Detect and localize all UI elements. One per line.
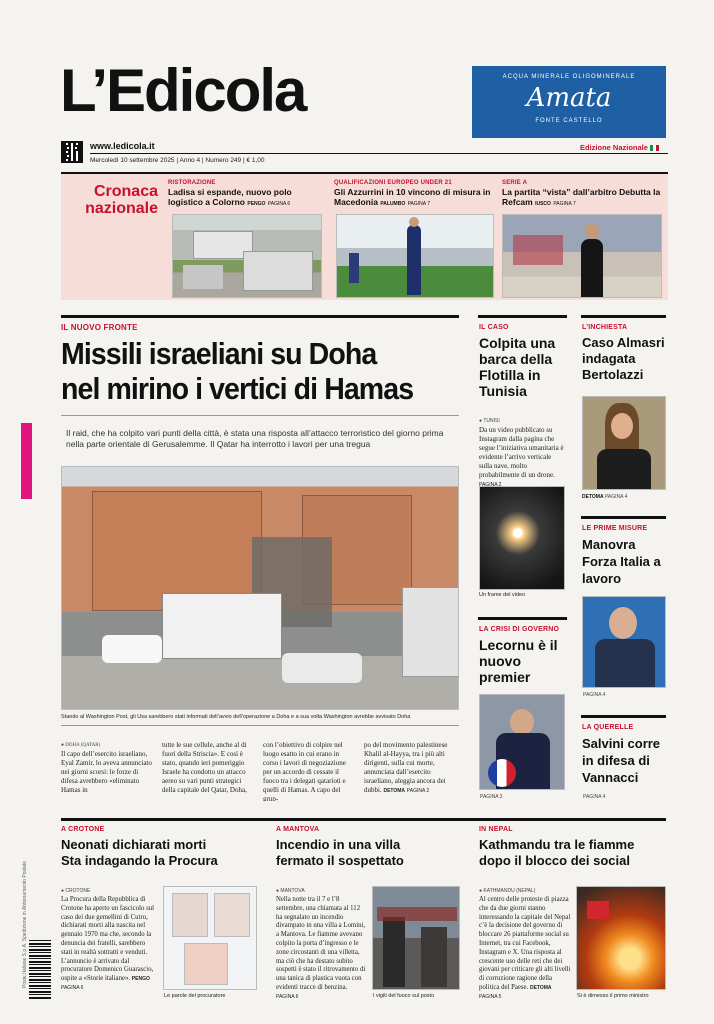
cronaca-item-1[interactable]	[168, 180, 326, 209]
cronaca-item-2[interactable]	[334, 180, 494, 209]
barcode	[29, 940, 51, 1000]
crisi-kicker: LA CRISI DI GOVERNO	[479, 626, 560, 633]
caso-location: ● TUNISI	[479, 418, 500, 424]
ad-brand: Amata	[526, 83, 612, 113]
crotone-caption: Le parole del procuratore	[164, 993, 226, 999]
mantova-title[interactable]	[276, 837, 466, 869]
italy-flag-icon	[650, 145, 659, 151]
lead-standfirst: Il raid, che ha colpito vari punti della città, è stata una risposta all’attacco terroristico del giorno prima nella parte orientale di Gerusalemme. Il Qatar ha interrotto i lavori per una tregua	[66, 428, 444, 449]
cronaca-item-3[interactable]	[502, 180, 662, 209]
masthead-rule	[90, 153, 668, 154]
inchiesta-title[interactable]: Caso Almasri indagata Bertolazzi	[582, 335, 665, 382]
nepal-title[interactable]	[479, 837, 669, 869]
lead-col-3: con l’obiettivo di colpire nel luogo esatto in cui erano in corso i lavori di negoziazione per un accordo di cessate il fuoco tra i delegati qatarioti e quelli di Hamas. A capo del grup-	[263, 741, 346, 801]
french-flag-icon	[488, 759, 516, 787]
nepal-body: Al centro delle proteste di piazza che da due giorni stanno interessando la capitale del Nepal c’è la decisione del governo di bloccare 26 piattaforme social su Internet, tra cui Facebook, Instagram e X. Una risposta al crescente uso delle reti che dei giovani per criticare gli alti livelli di corruzione ragione della politica del Paese. DETOMA PAGINA 5	[479, 896, 571, 1000]
querelle-title[interactable]: Salvini corre in difesa di Vannacci	[582, 736, 661, 785]
cronaca-title: Gli Azzurrini in 10 vincono di misura in Macedonia PALUMBO PAGINA 7	[334, 187, 491, 207]
crisi-page: PAGINA 3	[480, 794, 503, 800]
lead-photo-doha	[61, 466, 459, 710]
caso-photo-video-frame	[479, 486, 565, 590]
misure-kicker: LE PRIME MISURE	[582, 525, 648, 532]
location-pin-icon: ●	[61, 743, 65, 748]
caso-kicker: IL CASO	[479, 324, 509, 331]
mantova-kicker: A MANTOVA	[276, 826, 320, 833]
lead-col-1: ● DOHA (QATAR) Il capo dell’esercito israeliano, Eyal Zamir, lo aveva annunciato nei giorni scorsi: le forze di difesa avrebbero «eliminato Hamas in	[61, 743, 152, 794]
misure-photo-tajani	[582, 596, 666, 688]
lead-location: ● DOHA (QATAR)	[61, 743, 101, 748]
mantova-title-line2: fermato il sospettato	[276, 853, 404, 868]
cronaca-label	[80, 183, 158, 217]
cronaca-label-line2: nazionale	[85, 200, 158, 217]
masthead-title: L’Edicola	[60, 57, 306, 124]
cronaca-kicker: QUALIFICAZIONI EUROPEO UNDER 21	[334, 180, 452, 186]
cronaca-title: La partita “vista” dall’arbitro Debutta la Refcam IUSCO PAGINA 7	[502, 187, 661, 207]
caso-title[interactable]: Colpita una barca della Flotilla in Tunisia	[479, 335, 556, 399]
mantova-body: Nella notte tra il 7 e l’8 settembre, una chiamata al 112 ha segnalato un incendio divampato in una villa a Lomini, a Mantova. Le fiamme avevano colpito la porta d’ingresso e le zone circostanti di una villetta, ma ciò che ha destato subito sospetti è stato il ritrovamento di una tanica di plastica vuota con evidenti tracce di benzina. PAGINA 6	[276, 896, 366, 1000]
location-pin-icon: ●	[276, 888, 280, 894]
cronaca-label-line1: Cronaca	[93, 183, 158, 200]
location-pin-icon: ●	[61, 888, 65, 894]
edition-label	[580, 143, 659, 152]
lead-col-4: po del movimento palestinese Khalil al-Hayya, tra i più alti dirigenti, sulla cui morte, annunciata dall’esercito israeliano, aleggia ancora dei dubbi. DETOMA PAGINA 2	[364, 741, 448, 794]
crisi-title[interactable]: Lecornu è il nuovo premier	[479, 637, 558, 685]
mantova-photo-firefighters	[372, 886, 460, 990]
location-pin-icon: ●	[479, 888, 483, 894]
crotone-kicker: A CROTONE	[61, 826, 105, 833]
qr-code	[61, 141, 83, 163]
edition-text: Edizione Nazionale	[580, 143, 648, 152]
postal-note: Poste Italiane S.p.A. Spedizione in Abbonamento Postale	[22, 860, 28, 988]
lead-headline[interactable]	[61, 336, 466, 406]
lead-kicker: IL NUOVO FRONTE	[61, 323, 138, 332]
nepal-caption: Si è dimesso il primo ministro	[577, 993, 649, 999]
magenta-tab	[21, 423, 32, 499]
crotone-title-line1: Neonati dichiarati morti	[61, 837, 207, 852]
crotone-title[interactable]	[61, 837, 261, 869]
cronaca-kicker: RISTORAZIONE	[168, 180, 216, 186]
misure-page: PAGINA 4	[583, 692, 606, 698]
cronaca-photo-warehouse	[172, 214, 322, 298]
dateline: Mercoledì 10 settembre 2025 | Anno 4 | Numero 249 | € 1,00	[90, 157, 265, 164]
querelle-page: PAGINA 4	[583, 794, 606, 800]
nepal-photo-fire	[576, 886, 666, 990]
caso-caption: Un frame del video	[479, 592, 526, 598]
inchiesta-meta: DETOMA PAGINA 4	[582, 494, 628, 500]
lead-photo-caption: Stando al Washington Post, gli Usa sarebbero stati informati dell’avvio dell’operazione a Doha e a sua volta Washington avrebbe avvisato Doha	[61, 714, 411, 720]
lead-body	[61, 741, 459, 803]
ad-bottom-text: FONTE CASTELLO	[535, 118, 603, 124]
crotone-location: ● CROTONE	[61, 888, 91, 894]
crotone-body: La Procura della Repubblica di Crotone ha aperto un fascicolo sul caso dei due gemellini di Cutro, dichiarati morti alla nascita nel gennaio 1970 ma che, secondo la denuncia dei fratelli, sarebbero stati in realtà sottratti e venduti. L’annuncio è arrivato dal procuratore Domenico Guarascio, ospite a «Storie italiane». PENGO PAGINA 6	[61, 896, 155, 991]
cronaca-photo-football	[336, 214, 494, 298]
crisi-photo-lecornu	[479, 694, 565, 790]
cronaca-photo-referee	[502, 214, 662, 298]
mantova-caption: I vigili del fuoco sul posto	[373, 993, 435, 999]
inchiesta-photo-bertolazzi	[582, 396, 666, 490]
nepal-title-line1: Kathmandu tra le fiamme	[479, 837, 635, 852]
lead-headline-line1: Missili israeliani su Doha	[61, 336, 377, 371]
cronaca-title: Ladisa si espande, nuovo polo logistico a Colorno PENGO PAGINA 6	[168, 187, 292, 207]
cronaca-kicker: SERIE A	[502, 180, 528, 186]
lead-col-2: tutte le sue cellule, anche al di fuori della Striscia». E così è stato, quando ieri pomeriggio Israele ha condotto un attacco aereo su vari punti strategici della capitale del Qatar, Doha,	[162, 741, 247, 794]
nepal-title-line2: dopo il blocco dei social	[479, 853, 630, 868]
ad-top-text: ACQUA MINERALE OLIGOMINERALE	[502, 74, 636, 80]
ad-banner[interactable]	[472, 66, 666, 138]
crotone-title-line2: Sta indagando la Procura	[61, 853, 218, 868]
querelle-kicker: LA QUERELLE	[582, 724, 634, 731]
website-link[interactable]: www.ledicola.it	[90, 141, 155, 151]
nepal-kicker: IN NEPAL	[479, 826, 513, 833]
misure-title[interactable]: Manovra Forza Italia a lavoro	[582, 537, 661, 586]
location-pin-icon: ●	[479, 418, 483, 424]
nepal-location: ● KATHMANDU (NEPAL)	[479, 888, 536, 894]
caso-body: Da un video pubblicato su Instagram dalla pagina che segue l’iniziativa umanitaria è evidente l’arrivo verticale sulla nave, molto probabilmente di un drone. PAGINA 2	[479, 426, 564, 486]
inchiesta-kicker: L’INCHIESTA	[582, 324, 628, 331]
lead-headline-line2: nel mirino i vertici di Hamas	[61, 371, 414, 406]
crotone-photo-newborns	[163, 886, 257, 990]
mantova-title-line1: Incendio in una villa	[276, 837, 401, 852]
mantova-location: ● MANTOVA	[276, 888, 305, 894]
